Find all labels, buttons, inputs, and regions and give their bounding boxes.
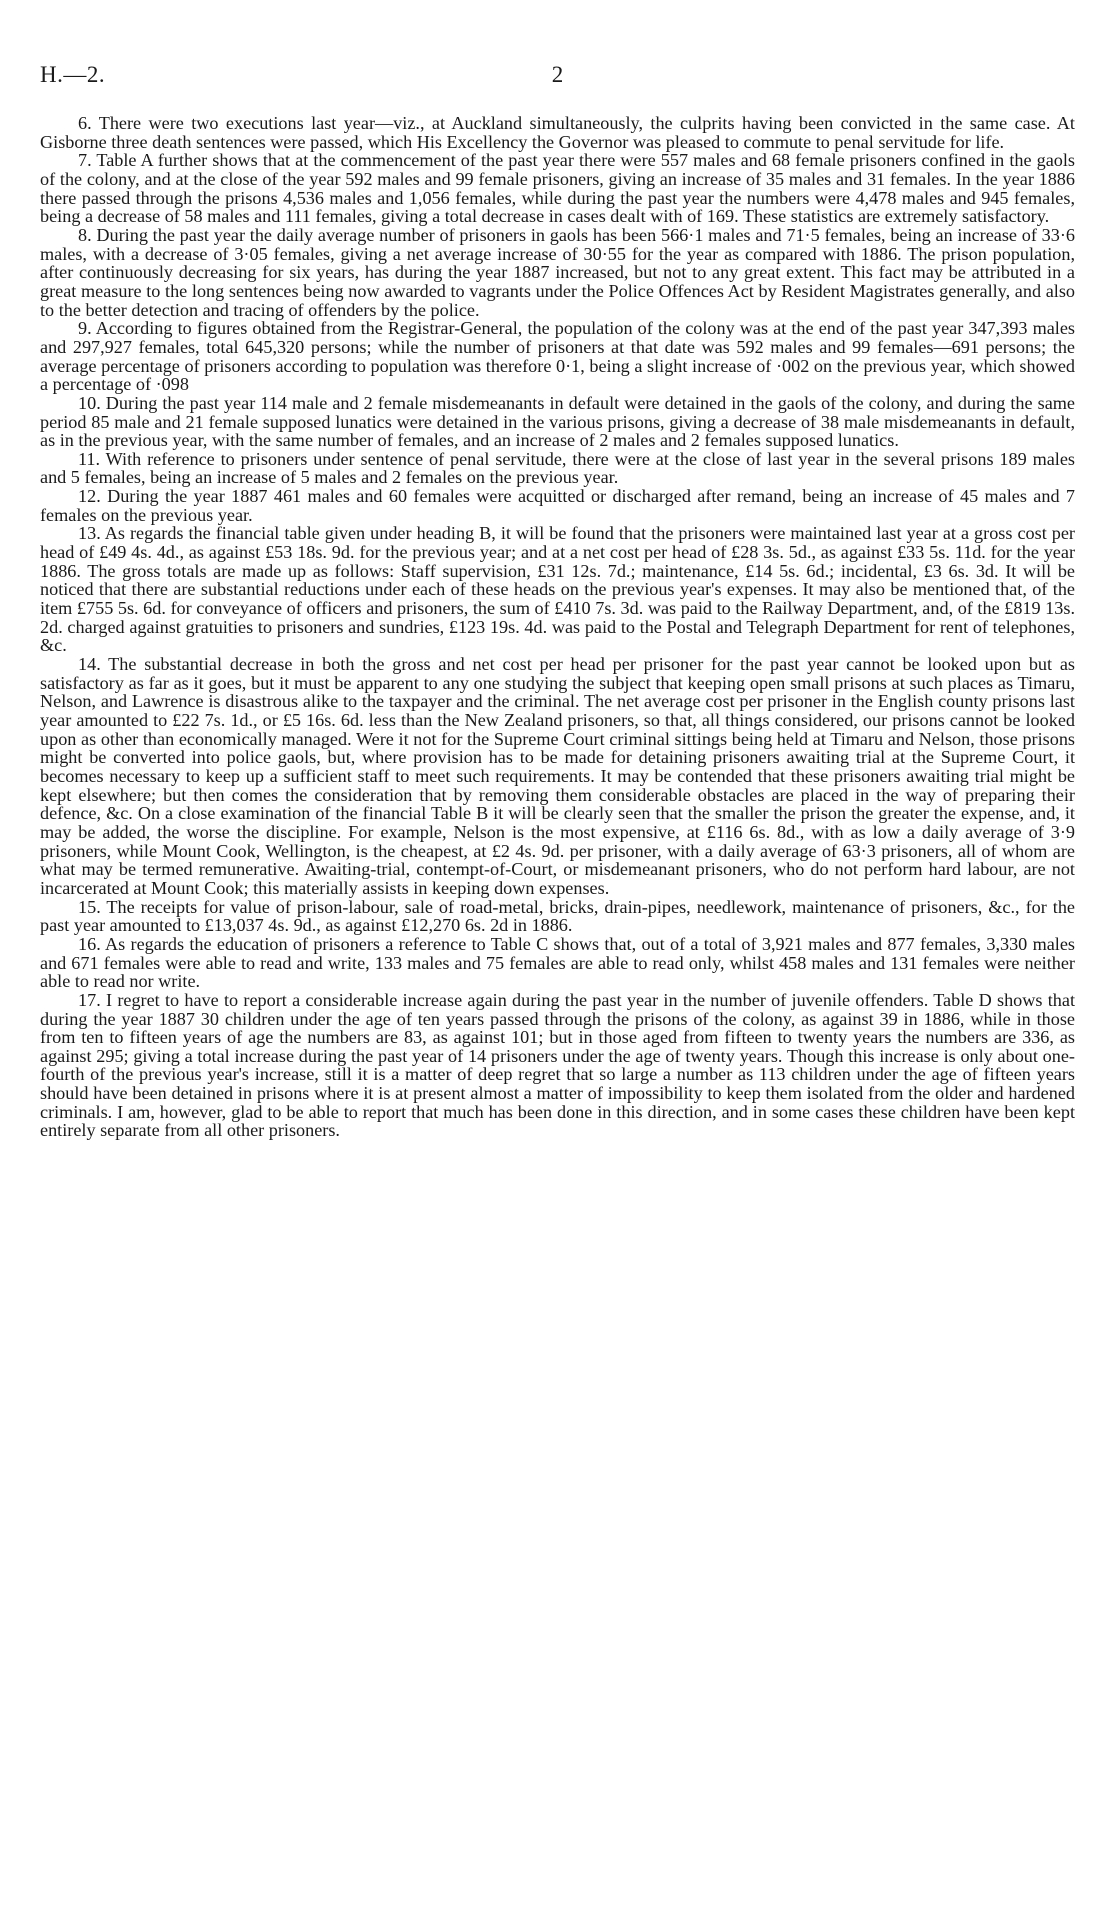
- paragraph-8: 8. During the past year the daily average number of prisoners in gaols has been 566·1 males and 71·5 females, being an increase of 33·6 males, with a decrease of 3·05 females, giving a net average increase of 30·55 for the year as compared with 1886. The prison population, after continuously decreasing for six years, has during the year 1887 increased, but not to any great extent. This fact may be attributed in a great measure to the long sentences being now awarded to vagrants under the Police Offences Act by Resident Magistrates generally, and also to the better detection and tracing of offenders by the police.: [40, 224, 1075, 320]
- paragraph-15: 15. The receipts for value of prison-labour, sale of road-metal, bricks, drain-pipes, needlework, maintenance of prisoners, &c., for the past year amounted to £13,037 4s. 9d., as against £12,270 6s. 2d in 1886.: [40, 896, 1075, 936]
- paragraph-6: 6. There were two executions last year—viz., at Auckland simultaneously, the culprits having been convicted in the same case. At Gisborne three death sentences were passed, which His Excellency the Governor was pleased to commute to penal servitude for life.: [40, 113, 1075, 152]
- paragraph-9: 9. According to figures obtained from the Registrar-General, the population of the colony was at the end of the past year 347,393 males and 297,927 females, total 645,320 persons; while the number of prisoners at that date was 592 males and 99 females—691 persons; the average percentage of prisoners according to population was therefore 0·1, being a slight increase of ·002 on the previous year, which showed a percentage of ·098: [40, 318, 1075, 395]
- document-reference: H.—2.: [40, 62, 106, 87]
- report-body: [40, 114, 1075, 1140]
- paragraph-10: 10. During the past year 114 male and 2 female misdemeanants in default were detained in the gaols of the colony, and during the same period 85 male and 21 female supposed lunatics were detained in the various prisons, giving a decrease of 38 male misdemeanants in default, as in the previous year, with the same number of females, and an increase of 2 males and 2 females supposed lunatics.: [40, 392, 1075, 451]
- paragraph-14: 14. The substantial decrease in both the gross and net cost per head per prisoner for the past year cannot be looked upon but as satisfactory as far as it goes, but it must be apparent to any one studying the subject that keeping open small prisons at such places as Timaru, Nelson, and Lawrence is disastrous alike to the taxpayer and the criminal. The net average cost per prisoner in the English county prisons last year amounted to £22 7s. 1d., or £5 16s. 6d. less than the New Zealand prisoners, so that, all things considered, our prisons cannot be looked upon as other than economically managed. Were it not for the Supreme Court criminal sittings being held at Timaru and Nelson, those prisons might be converted into police gaols, but, where provision has to be made for detaining prisoners awaiting trial at the Supreme Court, it becomes necessary to keep up a sufficient staff to meet such requirements. It may be contended that these prisoners awaiting trial might be kept elsewhere; but then comes the consideration that by removing them considerable obstacles are placed in the way of preparing their defence, &c. On a close examination of the financial Table B it will be clearly seen that the smaller the prison the greater the expense, and, it may be added, the worse the discipline. For example, Nelson is the most expensive, at £116 6s. 8d., with as low a daily average of 3·9 prisoners, while Mount Cook, Wellington, is the cheapest, at £2 4s. 9d. per prisoner, with a daily average of 63·3 prisoners, all of whom are what may be termed remunerative. Awaiting-trial, contempt-of-Court, or misdemeanant prisoners, who do not perform hard labour, are not incarcerated at Mount Cook; this materially assists in keeping down expenses.: [40, 654, 1075, 898]
- paragraph-17: 17. I regret to have to report a considerable increase again during the past year in the number of juvenile offenders. Table D shows that during the year 1887 30 children under the age of ten years passed through the prisons of the colony, as against 39 in 1886, while in those from ten to fifteen years of age the numbers are 83, as against 101; but in those aged from fifteen to twenty years the numbers are 336, as against 295; giving a total increase during the past year of 14 prisoners under the age of twenty years. Though this increase is only about one-fourth of the previous year's increase, still it is a matter of deep regret that so large a number as 113 children under the age of fifteen years should have been detained in prisons where it is at present almost a matter of impossibility to keep them isolated from the older and hardened criminals. I am, however, glad to be able to report that much has been done in this direction, and in some cases these children have been kept entirely separate from all other prisoners.: [40, 989, 1075, 1141]
- page-header: [40, 62, 1075, 92]
- paragraph-11: 11. With reference to prisoners under sentence of penal servitude, there were at the close of last year in the several prisons 189 males and 5 females, being an increase of 5 males and 2 females on the previous year.: [40, 448, 1075, 488]
- paragraph-7: 7. Table A further shows that at the commencement of the past year there were 557 males and 68 female prisoners confined in the gaols of the colony, and at the close of the year 592 males and 99 female prisoners, giving an increase of 35 males and 31 females. In the year 1886 there passed through the prisons 4,536 males and 1,056 females, while during the past year the numbers were 4,478 males and 945 females, being a decrease of 58 males and 111 females, giving a total decrease in cases dealt with of 169. These statistics are extremely satisfactory.: [40, 150, 1075, 227]
- paragraph-12: 12. During the year 1887 461 males and 60 females were acquitted or discharged after remand, being an increase of 45 males and 7 females on the previous year.: [40, 486, 1075, 525]
- paragraph-16: 16. As regards the education of prisoners a reference to Table C shows that, out of a total of 3,921 males and 877 females, 3,330 males and 671 females were able to read and write, 133 males and 75 females are able to read only, whilst 458 males and 131 females were neither able to read nor write.: [40, 933, 1075, 992]
- paragraph-13: 13. As regards the financial table given under heading B, it will be found that the prisoners were maintained last year at a gross cost per head of £49 4s. 4d., as against £53 18s. 9d. for the previous year; and at a net cost per head of £28 3s. 5d., as against £33 5s. 11d. for the year 1886. The gross totals are made up as follows: Staff supervision, £31 12s. 7d.; maintenance, £14 5s. 6d.; incidental, £3 6s. 3d. It will be noticed that there are substantial reductions under each of these heads on the previous year's expenses. It may also be mentioned that, of the item £755 5s. 6d. for conveyance of officers and prisoners, the sum of £410 7s. 3d. was paid to the Railway Department, and, of the £819 13s. 2d. charged against gratuities to prisoners and sundries, £123 19s. 4d. was paid to the Postal and Telegraph Department for rent of telephones, &c.: [40, 523, 1075, 656]
- page-number: 2: [551, 62, 564, 87]
